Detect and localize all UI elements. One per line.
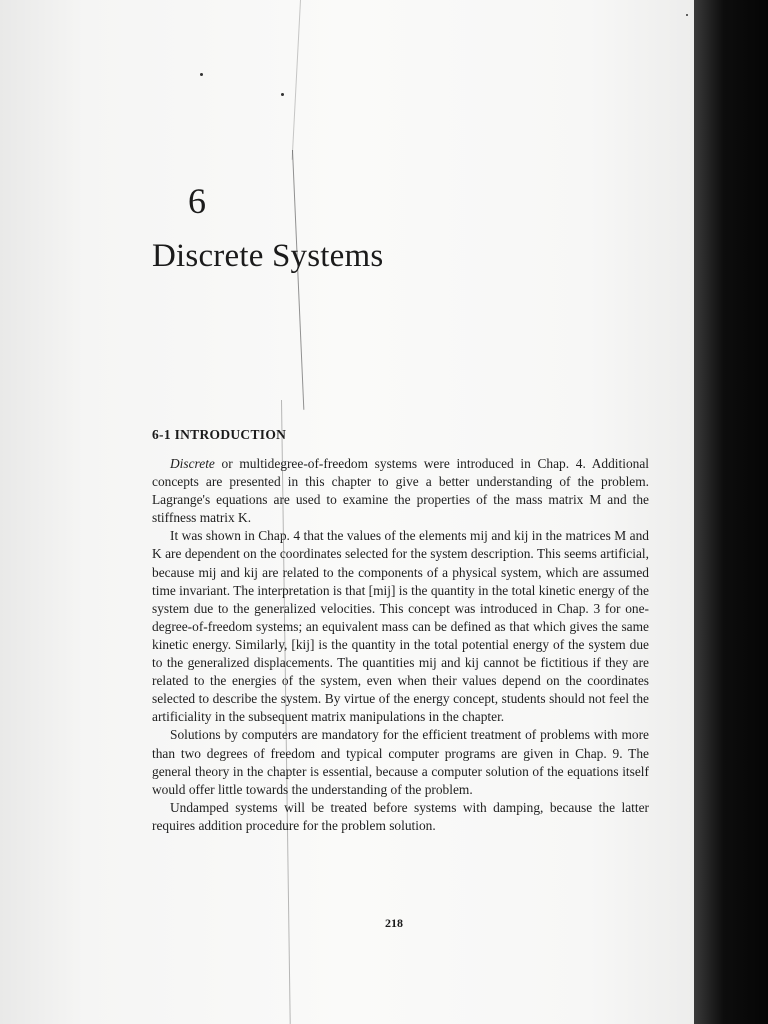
paragraph — [152, 455, 649, 527]
paragraph — [152, 527, 649, 726]
paragraph-text: or multidegree-of-freedom systems were introduced in Chap. 4. Additional concepts are presented in this chapter to give a better understanding of the problem. Lagrange's equations are used to examine the properties of the mass matrix M and the stiffness matrix K. — [152, 456, 649, 526]
paragraph-lead-italic: Discrete — [170, 456, 215, 471]
chapter-title: Discrete Systems — [152, 238, 384, 274]
dust-speck — [281, 93, 284, 96]
page-crease — [292, 150, 304, 410]
body-text — [152, 455, 649, 835]
chapter-number: 6 — [188, 181, 206, 221]
page-number: 218 — [385, 916, 403, 930]
paragraph — [152, 726, 649, 798]
paragraph-text: Solutions by computers are mandatory for the efficient treatment of problems with more than two degrees of freedom and typical computer programs are given in Chap. 9. The general theory in the chapter is essential, because a computer solution of the equations itself would offer little towards the understanding of the problem. — [152, 727, 649, 797]
paragraph-text: Undamped systems will be treated before systems with damping, because the latter requires addition procedure for the problem solution. — [152, 799, 649, 833]
scan-edge-shadow — [694, 0, 768, 1024]
dust-speck — [200, 73, 203, 76]
paragraph-text: It was shown in Chap. 4 that the values of the elements mij and kij in the matrices M and K are dependent on the coordinates selected for the system description. This seems artificial, because mij and kij are related to the components of a physical system, which are assumed time invariant. The interpretation is that [mij] is the quantity in the total kinetic energy of the system due to the generalized velocities. This concept was introduced in Chap. 3 for one-degree-of-freedom systems; an equivalent mass can be defined as that which gives the same kinetic energy. Similarly, [kij] is the quantity in the total potential energy of the system due to the generalized displacements. The quantities mij and kij cannot be fictitious if they are related to the energies of the system, even when their values depend on the coordinates selected to describe the system. By virtue of the energy concept, students should not feel the artificiality in the subsequent matrix manipulations in the chapter. — [152, 528, 649, 725]
paragraph — [152, 799, 649, 835]
section-heading: 6-1 INTRODUCTION — [152, 427, 287, 442]
page-crease — [292, 0, 301, 160]
dust-speck — [686, 14, 688, 16]
